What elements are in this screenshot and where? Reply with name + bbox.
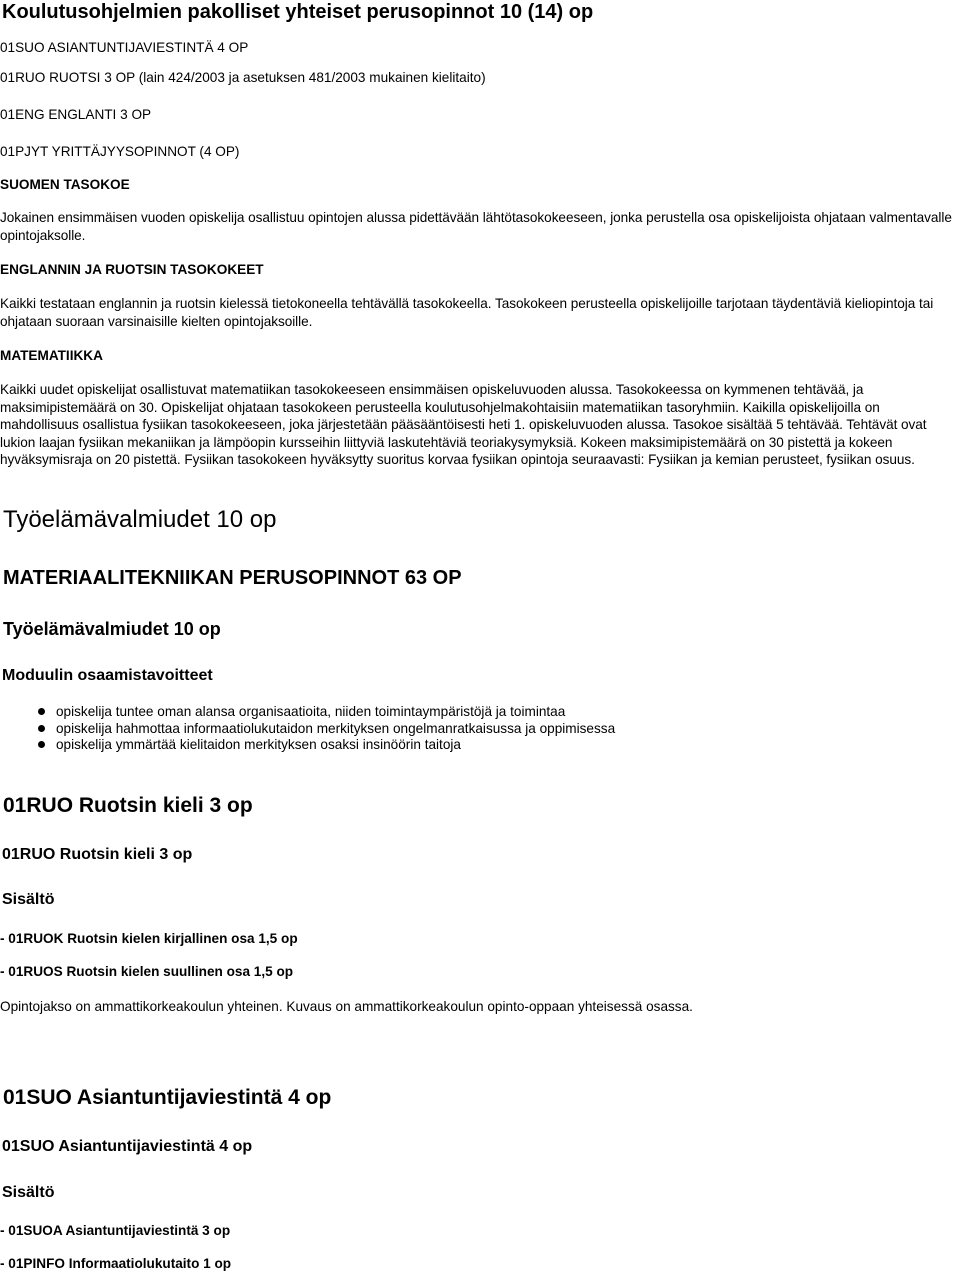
ruotsi-item-suullinen: - 01RUOS Ruotsin kielen suullinen osa 1,5 op	[0, 964, 294, 979]
course-line-suo: 01SUO ASIANTUNTIJAVIESTINTÄ 4 OP	[0, 40, 249, 55]
ruotsi-big-heading: 01RUO Ruotsin kieli 3 op	[3, 794, 253, 817]
suomen-tasokoe-text: Jokainen ensimmäisen vuoden opiskelija osallistuu opintojen alussa pidettävään lähtötasokokeeseen, jonka perustella osa opiskelijoista ohjataan valmentavalle opintojaksolle.	[0, 210, 952, 243]
suomen-tasokoe-heading: SUOMEN TASOKOE	[0, 177, 130, 192]
ruotsi-note: Opintojakso on ammattikorkeakoulun yhteinen. Kuvaus on ammattikorkeakoulun opinto-oppaan yhteisessä osassa.	[0, 999, 693, 1014]
tyoelama-big-heading: Työelämävalmiudet 10 op	[3, 506, 277, 533]
ruotsi-sub-heading: 01RUO Ruotsin kieli 3 op	[2, 846, 193, 863]
suo-item-asiantuntija: - 01SUOA Asiantuntijaviestintä 3 op	[0, 1223, 231, 1238]
suo-sisalto-heading: Sisältö	[2, 1184, 55, 1201]
suo-big-heading: 01SUO Asiantuntijaviestintä 4 op	[3, 1086, 332, 1109]
matematiikka-heading: MATEMATIIKKA	[0, 348, 103, 363]
tyoelama-sub-heading: Työelämävalmiudet 10 op	[3, 619, 221, 639]
bullet-icon	[38, 725, 45, 732]
main-title: Koulutusohjelmien pakolliset yhteiset perusopinnot 10 (14) op	[2, 1, 594, 23]
ruotsi-sisalto-heading: Sisältö	[2, 891, 55, 908]
course-line-pjyt: 01PJYT YRITTÄJYYSOPINNOT (4 OP)	[0, 144, 240, 159]
englanti-tasokoe-text: Kaikki testataan englannin ja ruotsin kielessä tietokoneella tehtävällä tasokokeella. Tasokokeen perusteella opiskelijoille tarjotaan täydentäviä kieliopintoja tai ohjataan suoraan varsinaisille kielten opintojaksoille.	[0, 296, 934, 329]
materiaali-heading: MATERIAALITEKNIIKAN PERUSOPINNOT 63 OP	[3, 567, 462, 589]
englanti-tasokoe-heading: ENGLANNIN JA RUOTSIN TASOKOKEET	[0, 262, 264, 277]
bullet-icon	[38, 741, 45, 748]
suo-sub-heading: 01SUO Asiantuntijaviestintä 4 op	[2, 1138, 253, 1155]
osaamistavoitteet-list	[0, 704, 615, 754]
bullet-icon	[38, 708, 45, 715]
suo-item-pinfo: - 01PINFO Informaatiolukutaito 1 op	[0, 1256, 232, 1271]
moduuli-heading: Moduulin osaamistavoitteet	[2, 667, 213, 684]
list-item: opiskelija hahmottaa informaatiolukutaidon merkityksen ongelmanratkaisussa ja oppimisessa	[0, 721, 615, 738]
course-line-ruo: 01RUO RUOTSI 3 OP (lain 424/2003 ja asetuksen 481/2003 mukainen kielitaito)	[0, 70, 486, 85]
course-line-eng: 01ENG ENGLANTI 3 OP	[0, 107, 152, 122]
matematiikka-text: Kaikki uudet opiskelijat osallistuvat matematiikan tasokokeeseen ensimmäisen opiskeluvuoden alussa. Tasokokeessa on kymmenen tehtävää, ja maksimipistemäärä on 30. Opiskelijat ohjataan tasokokeen perusteella koulutusohjelmakohtaisiin matematiikan tasoryhmiin. Kaikilla opiskelijoilla on mahdollisuus osallistua fysiikan tasokokeeseen, joka järjestetään pääsääntöisesti heti 1. opiskeluvuoden alussa. Tasokoe sisältää 5 tehtävää. Tehtävät ovat lukion laajan fysiikan mekaniikan ja lämpöopin kursseihin liittyviä laskutehtäviä teoriakysymyksiä. Kokeen maksimipistemäärä on 30 pistettä ja kokeen hyväksymisraja on 20 pistettä. Fysiikan tasokokeen hyväksytty suoritus korvaa fysiikan opintoja seuraavasti: Fysiikan ja kemian perusteet, fysiikan osuus.	[0, 382, 927, 467]
ruotsi-item-kirjallinen: - 01RUOK Ruotsin kielen kirjallinen osa 1,5 op	[0, 931, 298, 946]
list-item: opiskelija tuntee oman alansa organisaatioita, niiden toimintaympäristöjä ja toimintaa	[0, 704, 615, 721]
list-item: opiskelija ymmärtää kielitaidon merkityksen osaksi insinöörin taitoja	[0, 737, 615, 754]
